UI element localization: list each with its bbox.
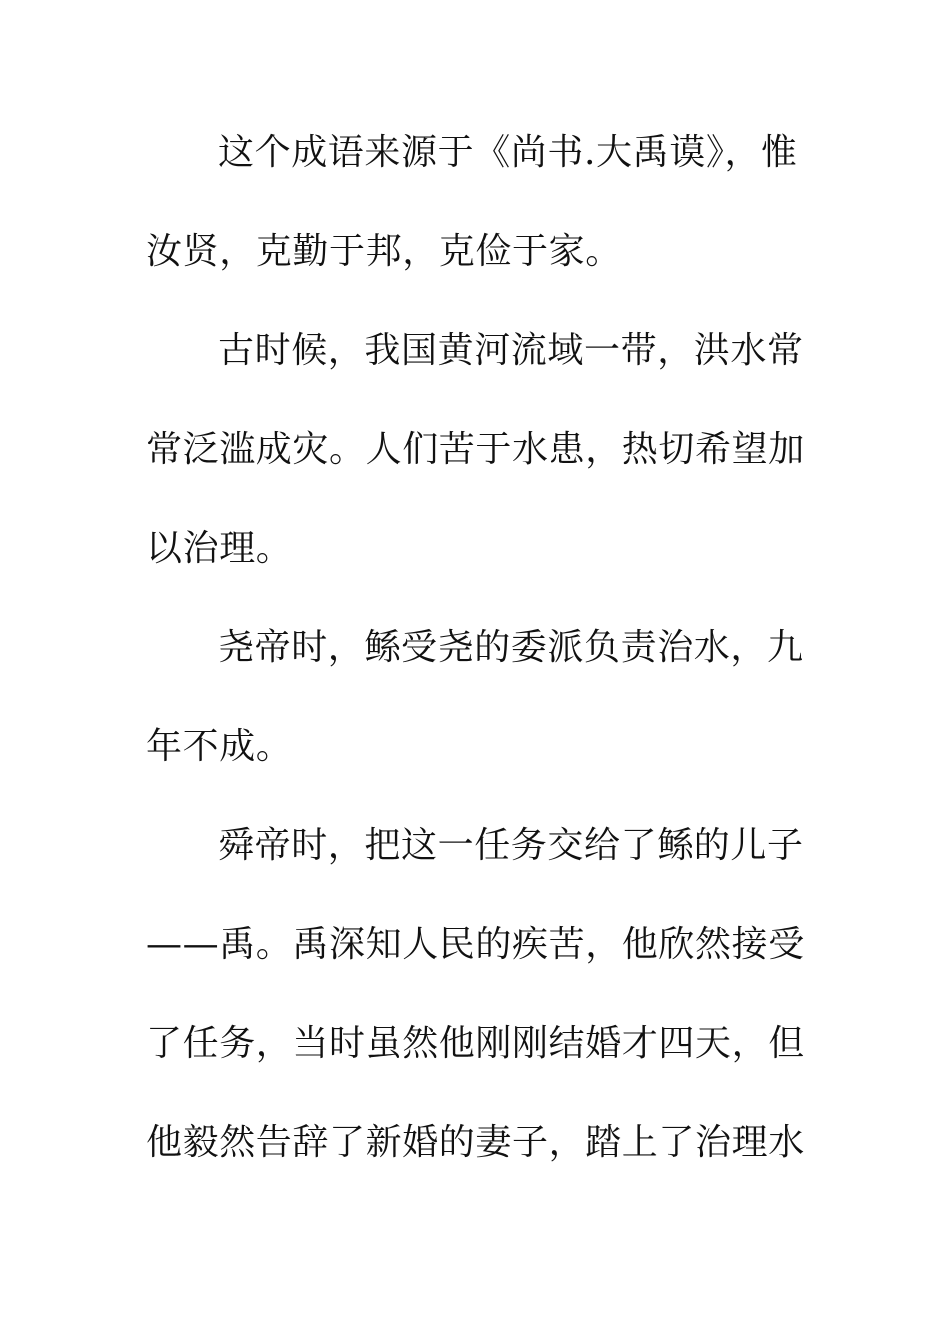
paragraph-1-line-1: 这个成语来源于《尚书.大禹谟》，惟 — [218, 132, 798, 173]
paragraph-1-line-2: 汝贤，克勤于邦，克俭于家。 — [146, 231, 622, 272]
paragraph-4-line-2: ——禹。禹深知人民的疾苦，他欣然接受 — [146, 924, 805, 965]
paragraph-3-line-2: 年不成。 — [146, 726, 293, 767]
paragraph-2-line-2: 常泛滥成灾。人们苦于水患，热切希望加 — [146, 429, 805, 470]
paragraph-3-line-1: 尧帝时，鲧受尧的委派负责治水，九 — [218, 627, 804, 668]
paragraph-4-line-1: 舜帝时，把这一任务交给了鲧的儿子 — [218, 825, 804, 866]
paragraph-4-line-3: 了任务，当时虽然他刚刚结婚才四天，但 — [146, 1023, 805, 1064]
paragraph-2-line-3: 以治理。 — [146, 528, 293, 569]
paragraph-4-line-4: 他毅然告辞了新婚的妻子，踏上了治理水 — [146, 1122, 805, 1163]
body-text — [146, 120, 816, 1209]
paragraph-2-line-1: 古时候，我国黄河流域一带，洪水常 — [218, 330, 804, 371]
